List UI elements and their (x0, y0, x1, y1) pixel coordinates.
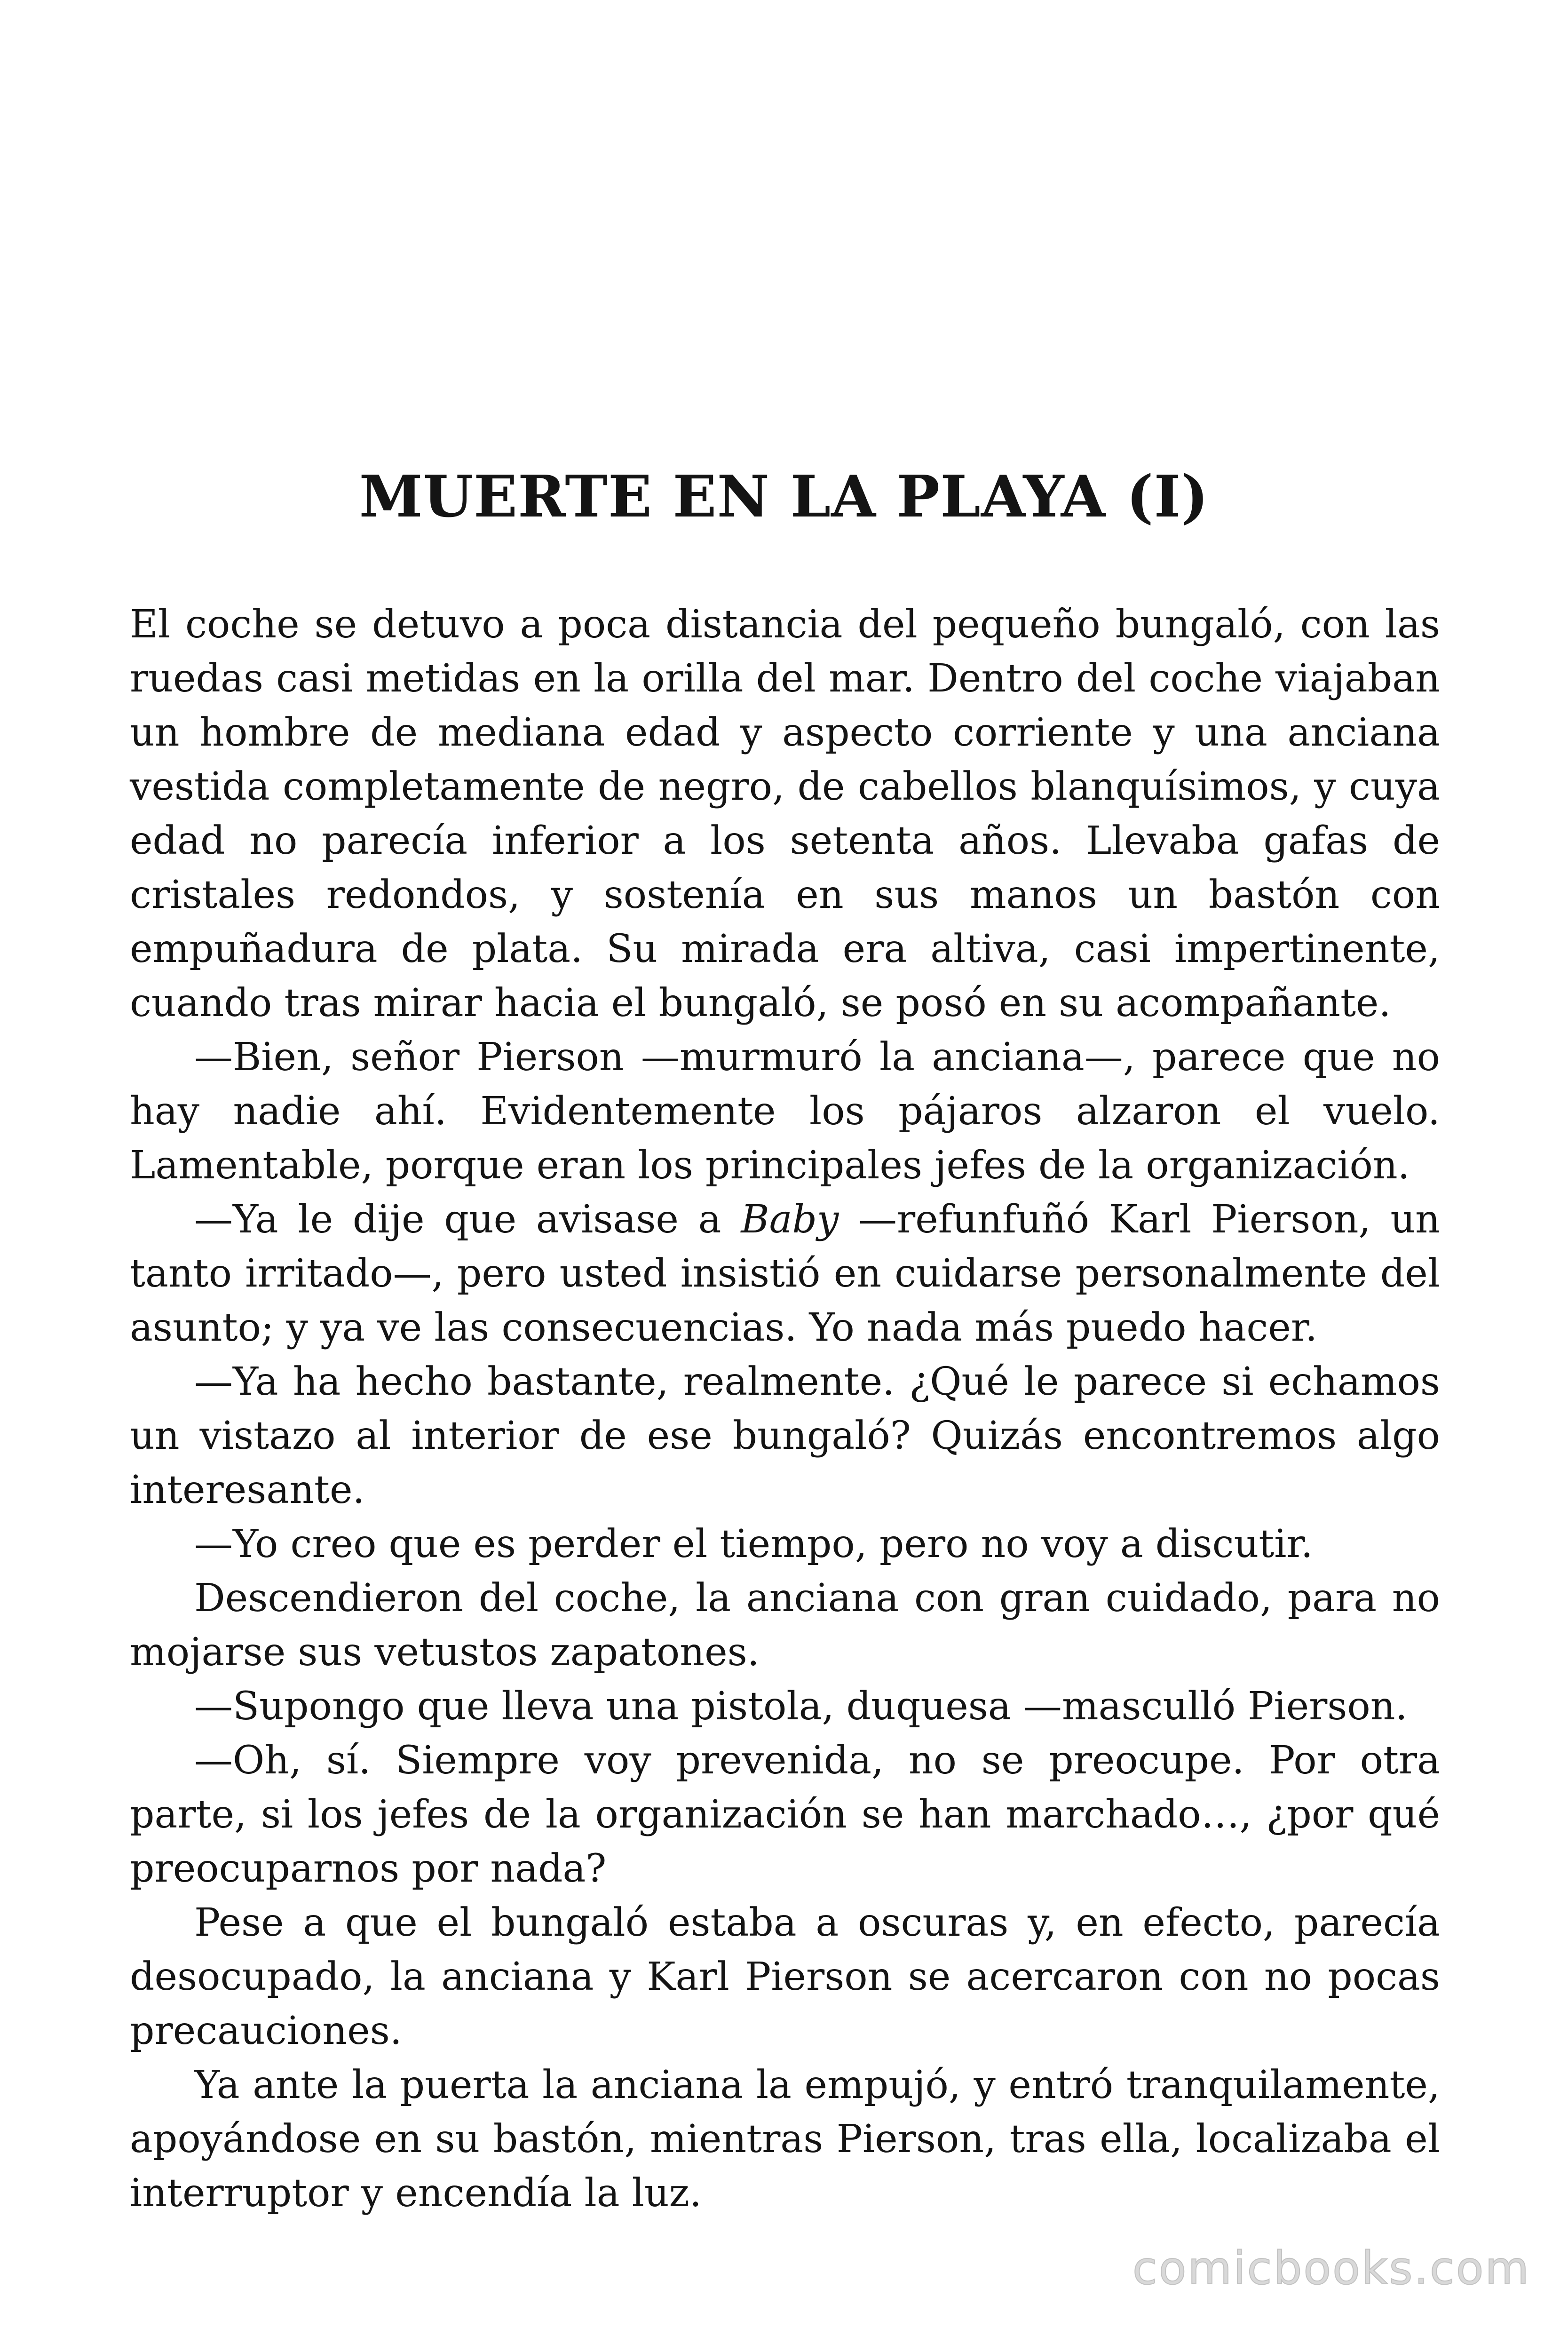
paragraph-dialogue (130, 1355, 1440, 1517)
paragraph-dialogue (130, 1192, 1440, 1355)
paragraph-text: —Yo creo que es perder el tiempo, pero no voy a discutir. (194, 1522, 1313, 1566)
paragraph-text: Ya ante la puerta la anciana la empujó, y entró tranquilamente, apoyándose en su bastón, mientras Pierson, tras ella, localizaba el interruptor y encendía la luz. (130, 2063, 1440, 2216)
chapter-body (130, 597, 1440, 2220)
paragraph-text: Descendieron del coche, la anciana con gran cuidado, para no mojarse sus vetustos zapatones. (130, 1576, 1440, 1675)
paragraph-opening (130, 597, 1440, 1030)
paragraph-dialogue (130, 1517, 1440, 1571)
italic-name: Baby (741, 1197, 839, 1242)
paragraph-text: —Ya ha hecho bastante, realmente. ¿Qué le parece si echamos un vistazo al interior de ese bungaló? Quizás encontremos algo interesante. (130, 1359, 1440, 1512)
paragraph-text: —refunfuñó Karl Pierson, un tanto irritado—, pero usted insistió en cuidarse personalmente del asunto; y ya ve las consecuencias. Yo nada más puedo hacer. (130, 1197, 1440, 1350)
paragraph-text: —Bien, señor Pierson —murmuró la anciana—, parece que no hay nadie ahí. Evidentemente los pájaros alzaron el vuelo. Lamentable, porque eran los principales jefes de la organización. (130, 1035, 1440, 1188)
paragraph-dialogue (130, 1733, 1440, 1896)
paragraph-text: —Oh, sí. Siempre voy prevenida, no se preocupe. Por otra parte, si los jefes de la organización se han marchado…, ¿por qué preocuparnos por nada? (130, 1738, 1440, 1891)
paragraph-text: Pese a que el bungaló estaba a oscuras y, en efecto, parecía desocupado, la anciana y Karl Pierson se acercaron con no pocas precauciones. (130, 1900, 1440, 2053)
paragraph-narration (130, 1571, 1440, 1679)
paragraph-narration (130, 1896, 1440, 2058)
paragraph-narration (130, 2058, 1440, 2220)
paragraph-dialogue (130, 1030, 1440, 1192)
paragraph-dialogue (130, 1679, 1440, 1733)
chapter-title: MUERTE EN LA PLAYA (I) (359, 462, 1209, 530)
paragraph-text: —Ya le dije que avisase a (194, 1197, 741, 1242)
paragraph-text: El coche se detuvo a poca distancia del pequeño bungaló, con las ruedas casi metidas en la orilla del mar. Dentro del coche viajaban un hombre de mediana edad y aspecto corriente y una anciana vestida completamente de negro, de cabellos blanquísimos, y cuya edad no parecía inferior a los setenta años. Llevaba gafas de cristales redondos, y sostenía en sus manos un bastón con empuñadura de plata. Su mirada era altiva, casi impertinente, cuando tras mirar hacia el bungaló, se posó en su acompañante. (130, 602, 1440, 1025)
watermark-logo: comicbooks.com (1132, 2242, 1530, 2295)
paragraph-text: —Supongo que lleva una pistola, duquesa —mascullό Pierson. (194, 1684, 1408, 1729)
